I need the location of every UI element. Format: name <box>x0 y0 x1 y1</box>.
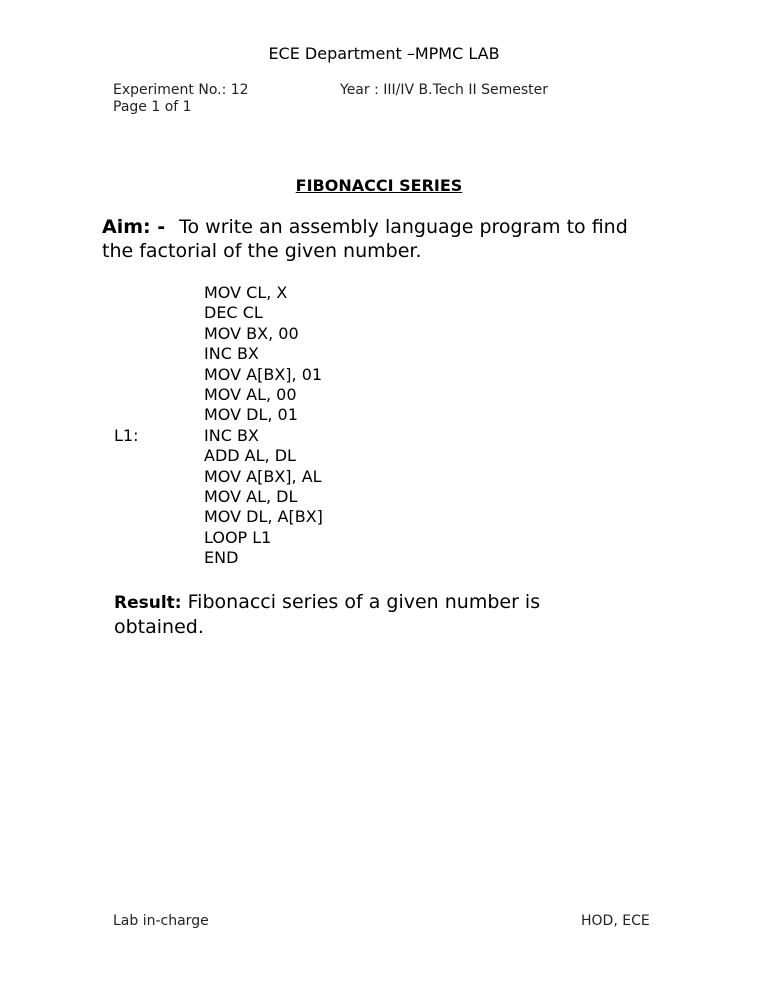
result-paragraph <box>114 590 634 639</box>
code-line: MOV DL, A[BX] <box>204 507 323 527</box>
document-header-title: ECE Department –MPMC LAB <box>268 44 500 63</box>
code-line: MOV AL, DL <box>204 487 298 507</box>
code-line: INC BX <box>204 344 259 364</box>
footer-lab-in-charge: Lab in-charge <box>113 913 209 929</box>
aim-label: Aim: - <box>102 216 166 238</box>
loop-label: L1: <box>114 426 139 445</box>
code-line: END <box>204 548 239 568</box>
experiment-number: Experiment No.: 12 <box>113 82 249 98</box>
section-title: FIBONACCI SERIES <box>295 176 463 195</box>
code-line: MOV A[BX], 01 <box>204 364 323 384</box>
page-number: Page 1 of 1 <box>113 99 192 115</box>
code-line: ADD AL, DL <box>204 446 296 466</box>
aim-paragraph <box>102 215 662 263</box>
code-line: MOV BX, 00 <box>204 323 299 343</box>
code-line: MOV CL, X <box>204 283 288 302</box>
year-semester: Year : III/IV B.Tech II Semester <box>340 82 548 98</box>
code-line: MOV DL, 01 <box>204 405 298 425</box>
code-line: LOOP L1 <box>204 527 272 547</box>
result-label: Result: <box>114 593 182 613</box>
aim-text: To write an assembly language program to find the factorial of the given number. <box>102 216 628 262</box>
program-listing <box>204 283 323 569</box>
code-line: INC BX <box>204 425 259 445</box>
footer-hod: HOD, ECE <box>581 913 650 929</box>
code-line: MOV A[BX], AL <box>204 466 322 486</box>
code-line: MOV AL, 00 <box>204 385 297 405</box>
result-text: Fibonacci series of a given number is obtained. <box>114 591 541 638</box>
code-line: DEC CL <box>204 303 263 323</box>
